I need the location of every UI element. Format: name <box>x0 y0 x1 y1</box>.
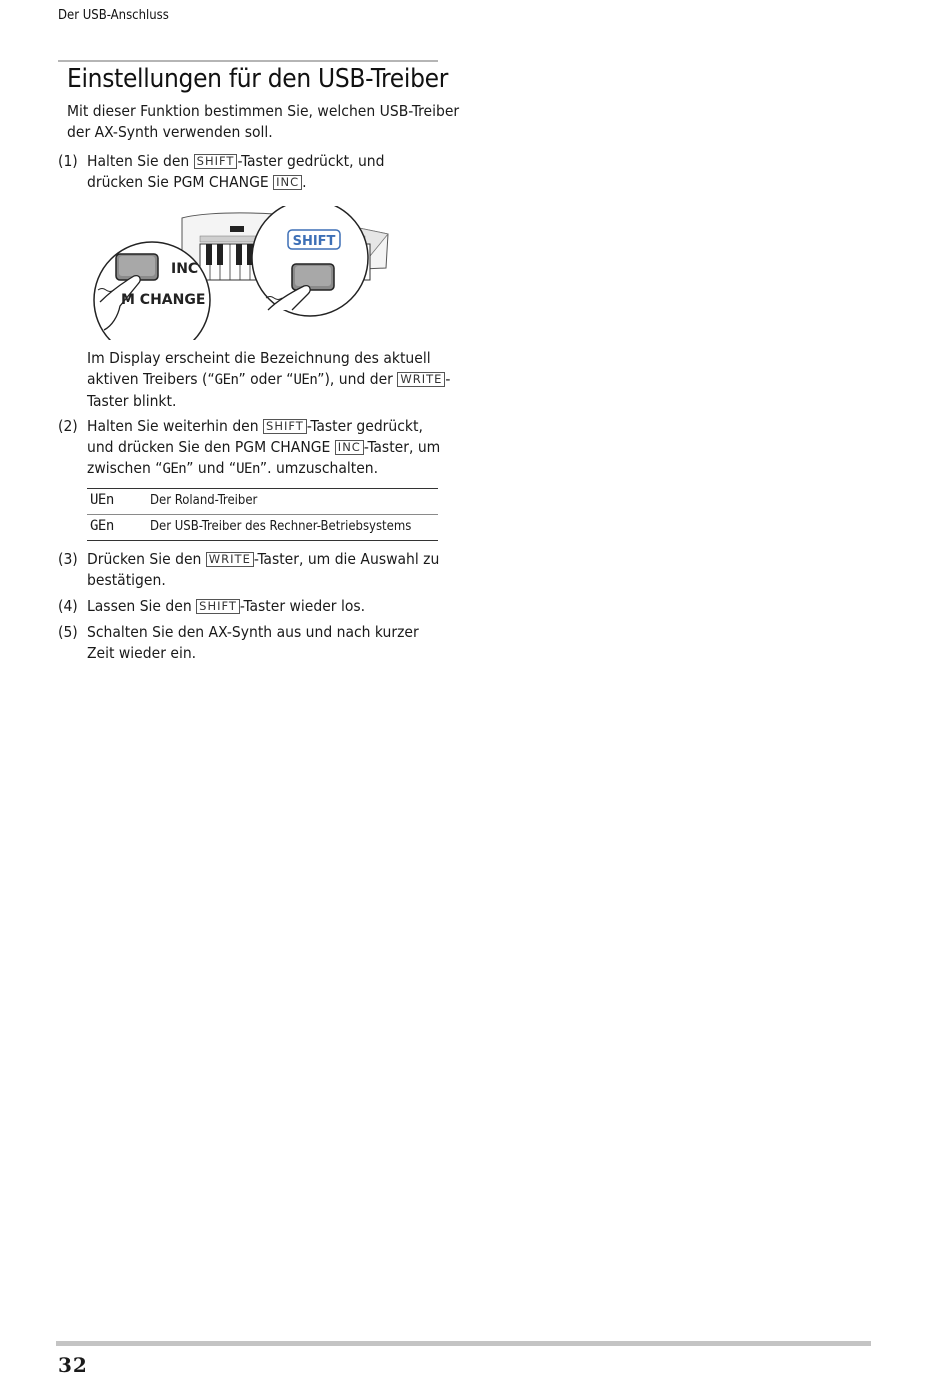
intro-paragraph <box>67 101 459 143</box>
shift-illustration-label: SHIFT <box>292 234 336 249</box>
shift-button-zoom <box>252 206 368 316</box>
table-row <box>87 489 438 514</box>
step-number: (4) <box>58 597 78 615</box>
pgm-change-illustration-label: M CHANGE <box>121 292 206 308</box>
step-number: (3) <box>58 550 78 568</box>
step-text: ”. umzuschalten. <box>259 459 379 477</box>
step-text: Drücken Sie den <box>87 550 206 568</box>
lcd-gen: GEn <box>162 461 187 477</box>
page-number: 32 <box>58 1353 88 1377</box>
table-row <box>87 515 438 540</box>
display-note-line-3: Taster blinkt. <box>87 392 177 410</box>
step-text: und drücken Sie den PGM CHANGE <box>87 438 335 456</box>
step-text: -Taster wieder los. <box>239 597 366 615</box>
write-key-label: WRITE <box>397 372 445 387</box>
step-text: drücken Sie PGM CHANGE <box>87 173 274 191</box>
step-number: (2) <box>58 417 78 435</box>
inc-illustration-label: INC <box>171 261 199 277</box>
step-text: Schalten Sie den AX-Synth aus und nach kurzer <box>87 623 419 641</box>
keyboard-illustration <box>90 206 400 340</box>
display-note-text: - <box>445 370 451 388</box>
step-text: -Taster, um die Auswahl zu <box>253 550 440 568</box>
table-bottom-rule <box>87 540 438 541</box>
footer-bar <box>56 1341 871 1346</box>
step-text: zwischen “ <box>87 459 163 477</box>
driver-description: Der Roland-Treiber <box>150 493 258 508</box>
lcd-uen: UEn <box>236 461 260 477</box>
step-number: (1) <box>58 152 78 170</box>
display-note-line-1: Im Display erscheint die Bezeichnung des aktuell <box>87 349 431 367</box>
inc-key-label: INC <box>335 440 364 455</box>
intro-line-1: Mit dieser Funktion bestimmen Sie, welchen USB-Treiber <box>67 102 460 120</box>
step-text: ” und “ <box>186 459 237 477</box>
shift-key-label: SHIFT <box>196 599 240 614</box>
step-number: (5) <box>58 623 78 641</box>
section-title: Einstellungen für den USB-Treiber <box>67 64 449 94</box>
step-text: -Taster, um <box>363 438 441 456</box>
step-text: . <box>302 173 307 191</box>
display-note-text: ” oder “ <box>238 370 294 388</box>
driver-code: UEn <box>90 492 114 508</box>
step-text: Halten Sie weiterhin den <box>87 417 264 435</box>
running-head: Der USB-Anschluss <box>58 8 169 23</box>
lcd-gen: GEn <box>214 372 239 388</box>
step-text: -Taster gedrückt, und <box>237 152 385 170</box>
step-text: Halten Sie den <box>87 152 194 170</box>
shift-key-label: SHIFT <box>263 419 307 434</box>
title-rule <box>58 60 438 62</box>
driver-table <box>87 488 438 541</box>
lcd-uen: UEn <box>293 372 318 388</box>
display-note-text: ”), und der <box>317 370 398 388</box>
step-text: -Taster gedrückt, <box>306 417 423 435</box>
step-text: Lassen Sie den <box>87 597 197 615</box>
intro-line-2: der AX-Synth verwenden soll. <box>67 123 273 141</box>
step-text: Zeit wieder ein. <box>87 644 197 662</box>
driver-description: Der USB-Treiber des Rechner-Betriebsystems <box>150 519 412 534</box>
shift-key-label: SHIFT <box>194 154 238 169</box>
display-note <box>87 348 450 412</box>
driver-code: GEn <box>90 518 114 534</box>
inc-key-label: INC <box>273 175 302 190</box>
display-note-text: aktiven Treibers (“ <box>87 370 215 388</box>
write-key-label: WRITE <box>206 552 254 567</box>
step-text: bestätigen. <box>87 571 166 589</box>
